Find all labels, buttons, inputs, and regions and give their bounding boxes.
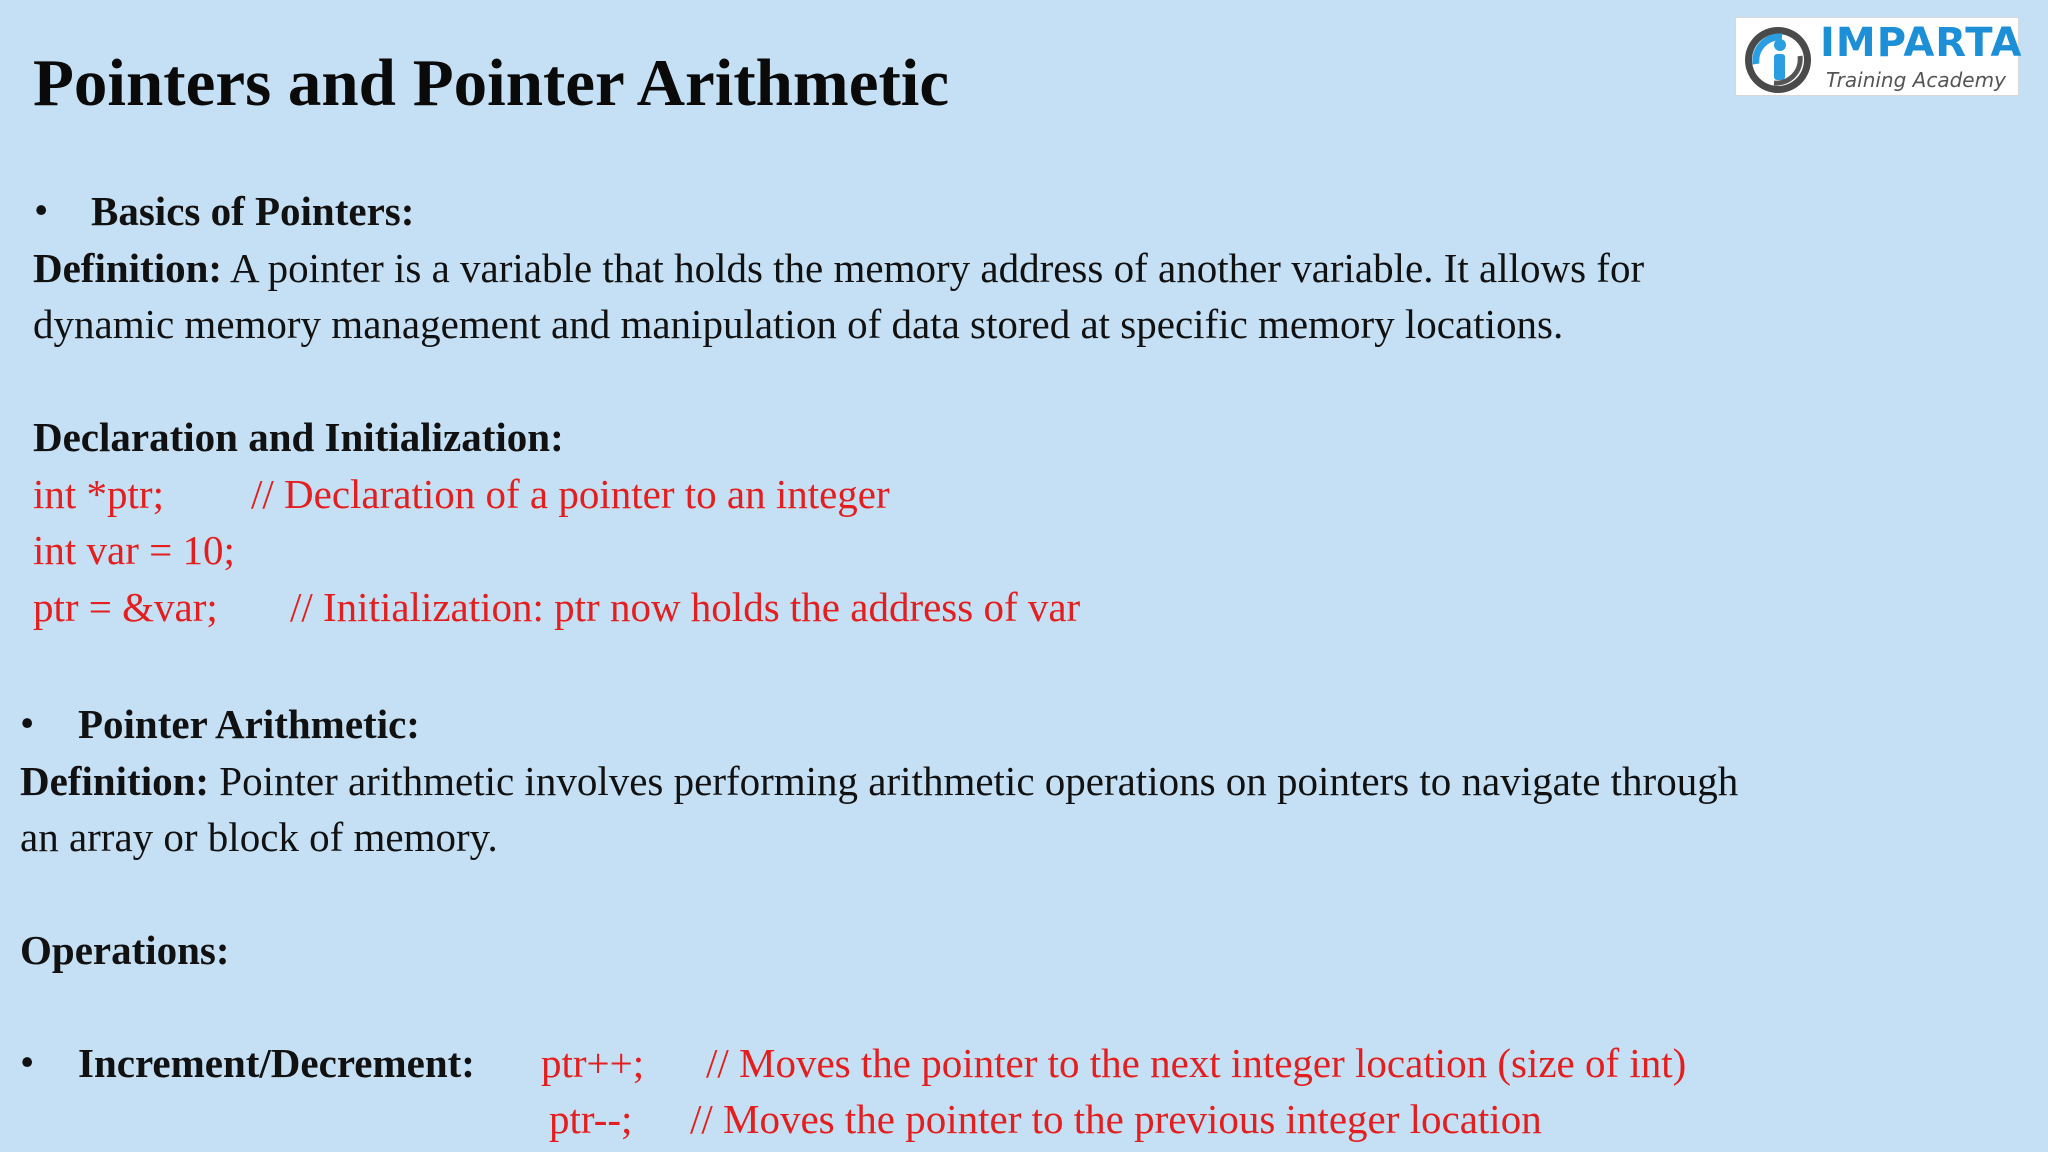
operations-heading: Operations:: [20, 927, 230, 973]
code-line-comment: // Declaration of a pointer to an integer: [251, 471, 890, 517]
bullet-increment: •: [20, 1039, 35, 1085]
imparta-logo-icon: [1742, 24, 1814, 96]
basics-heading: Basics of Pointers:: [91, 188, 415, 234]
decrement-stmt: ptr--;: [549, 1096, 633, 1142]
declaration-heading: Declaration and Initialization:: [33, 414, 564, 460]
definition-text: A pointer is a variable that holds the memory address of another variable. It allows for: [222, 245, 1645, 291]
code-line-comment: // Initialization: ptr now holds the address of var: [290, 584, 1081, 630]
logo-name: IMPARTA: [1820, 20, 2023, 66]
code-line-stmt: ptr = &var;: [33, 584, 218, 630]
slide-title: Pointers and Pointer Arithmetic: [33, 46, 950, 120]
increment-label: Increment/Decrement:: [78, 1040, 475, 1086]
arithmetic-definition-line2: an array or block of memory.: [20, 814, 498, 860]
definition-text: Pointer arithmetic involves performing arithmetic operations on pointers to navigate through: [209, 758, 1739, 804]
code-line-stmt: int *ptr;: [33, 471, 164, 517]
decrement-comment: // Moves the pointer to the previous integer location: [690, 1096, 1542, 1142]
code-line-stmt: int var = 10;: [33, 527, 235, 573]
bullet-arithmetic: •: [20, 700, 35, 746]
arithmetic-definition-line1: [20, 758, 1739, 804]
increment-stmt: ptr++;: [541, 1040, 645, 1086]
basics-definition-line2: dynamic memory management and manipulation of data stored at specific memory locations.: [33, 301, 1564, 347]
arithmetic-heading: Pointer Arithmetic:: [78, 701, 420, 747]
basics-definition-line1: [33, 245, 1645, 291]
increment-comment: // Moves the pointer to the next integer location (size of int): [706, 1040, 1687, 1086]
logo-subtitle: Training Academy: [1826, 68, 2006, 92]
imparta-logo: [1735, 17, 2023, 96]
definition-label: Definition:: [20, 758, 210, 804]
definition-label: Definition:: [33, 245, 223, 291]
bullet-basics: •: [34, 187, 49, 233]
